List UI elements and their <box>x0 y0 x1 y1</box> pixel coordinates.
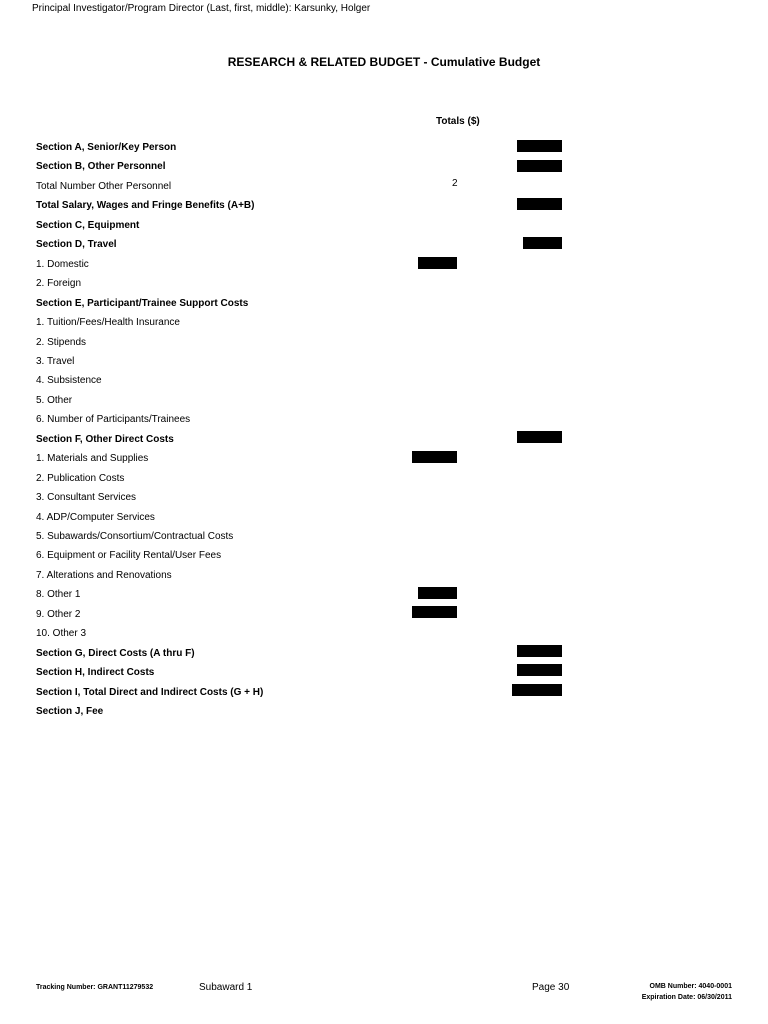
subaward-label: Subaward 1 <box>199 982 253 993</box>
budget-row-label: Section F, Other Direct Costs <box>36 434 174 445</box>
budget-row-label: 9. Other 2 <box>36 609 81 620</box>
redaction-box <box>517 664 562 676</box>
title-main: RESEARCH & RELATED BUDGET - <box>227 55 431 69</box>
budget-row-label: 5. Subawards/Consortium/Contractual Costs <box>36 531 234 542</box>
budget-row-label: 6. Number of Participants/Trainees <box>36 414 191 425</box>
omb-block <box>642 981 732 1003</box>
tracking-number: Tracking Number: GRANT11279532 <box>36 984 154 991</box>
budget-row-label: 1. Materials and Supplies <box>36 453 149 464</box>
redaction-box <box>418 587 457 599</box>
budget-row-label: Section D, Travel <box>36 239 117 250</box>
budget-row-label: 5. Other <box>36 395 73 406</box>
budget-row-label: Section E, Participant/Trainee Support Costs <box>36 298 249 309</box>
budget-row-value: 2 <box>452 178 458 189</box>
budget-row-label: 3. Consultant Services <box>36 492 137 503</box>
budget-row-label: 4. ADP/Computer Services <box>36 512 155 523</box>
redaction-box <box>523 237 562 249</box>
redaction-box <box>412 606 457 618</box>
page-number: Page 30 <box>532 982 570 993</box>
budget-row-label: Total Salary, Wages and Fringe Benefits (A+B) <box>36 200 255 211</box>
totals-heading: Totals ($) <box>436 116 480 127</box>
redaction-box <box>412 451 457 463</box>
redaction-box <box>517 140 562 152</box>
budget-row-label: 2. Stipends <box>36 337 87 348</box>
budget-row-label: Section A, Senior/Key Person <box>36 142 177 153</box>
expiration-date: Expiration Date: 06/30/2011 <box>641 994 732 1001</box>
budget-row-label: 2. Publication Costs <box>36 473 125 484</box>
budget-row-label: 4. Subsistence <box>36 375 102 386</box>
budget-row-label: 1. Tuition/Fees/Health Insurance <box>36 317 180 328</box>
budget-row-label: 1. Domestic <box>36 259 89 270</box>
redaction-box <box>517 645 562 657</box>
budget-row-label: 10. Other 3 <box>36 628 87 639</box>
budget-row-label: 8. Other 1 <box>36 589 81 600</box>
omb-number: OMB Number: 4040-0001 <box>649 983 732 990</box>
pi-header: Principal Investigator/Program Director (Last, first, middle): Karsunky, Holger <box>32 3 371 14</box>
redaction-box <box>517 198 562 210</box>
redaction-box <box>512 684 562 696</box>
redaction-box <box>418 257 457 269</box>
budget-row-label: Section B, Other Personnel <box>36 161 166 172</box>
redaction-box <box>517 431 562 443</box>
redaction-box <box>517 160 562 172</box>
budget-row-label: Section G, Direct Costs (A thru F) <box>36 648 195 659</box>
page-title <box>0 55 768 69</box>
budget-row-label: 7. Alterations and Renovations <box>36 570 172 581</box>
budget-row-label: Section H, Indirect Costs <box>36 667 155 678</box>
budget-row-label: 2. Foreign <box>36 278 82 289</box>
budget-row-label: Total Number Other Personnel <box>36 181 172 192</box>
title-sub: Cumulative Budget <box>430 55 541 69</box>
budget-row-label: 6. Equipment or Facility Rental/User Fees <box>36 550 222 561</box>
budget-row-label: Section J, Fee <box>36 706 104 717</box>
budget-row-label: Section C, Equipment <box>36 220 140 231</box>
budget-row-label: 3. Travel <box>36 356 75 367</box>
budget-row-label: Section I, Total Direct and Indirect Costs (G + H) <box>36 687 264 698</box>
